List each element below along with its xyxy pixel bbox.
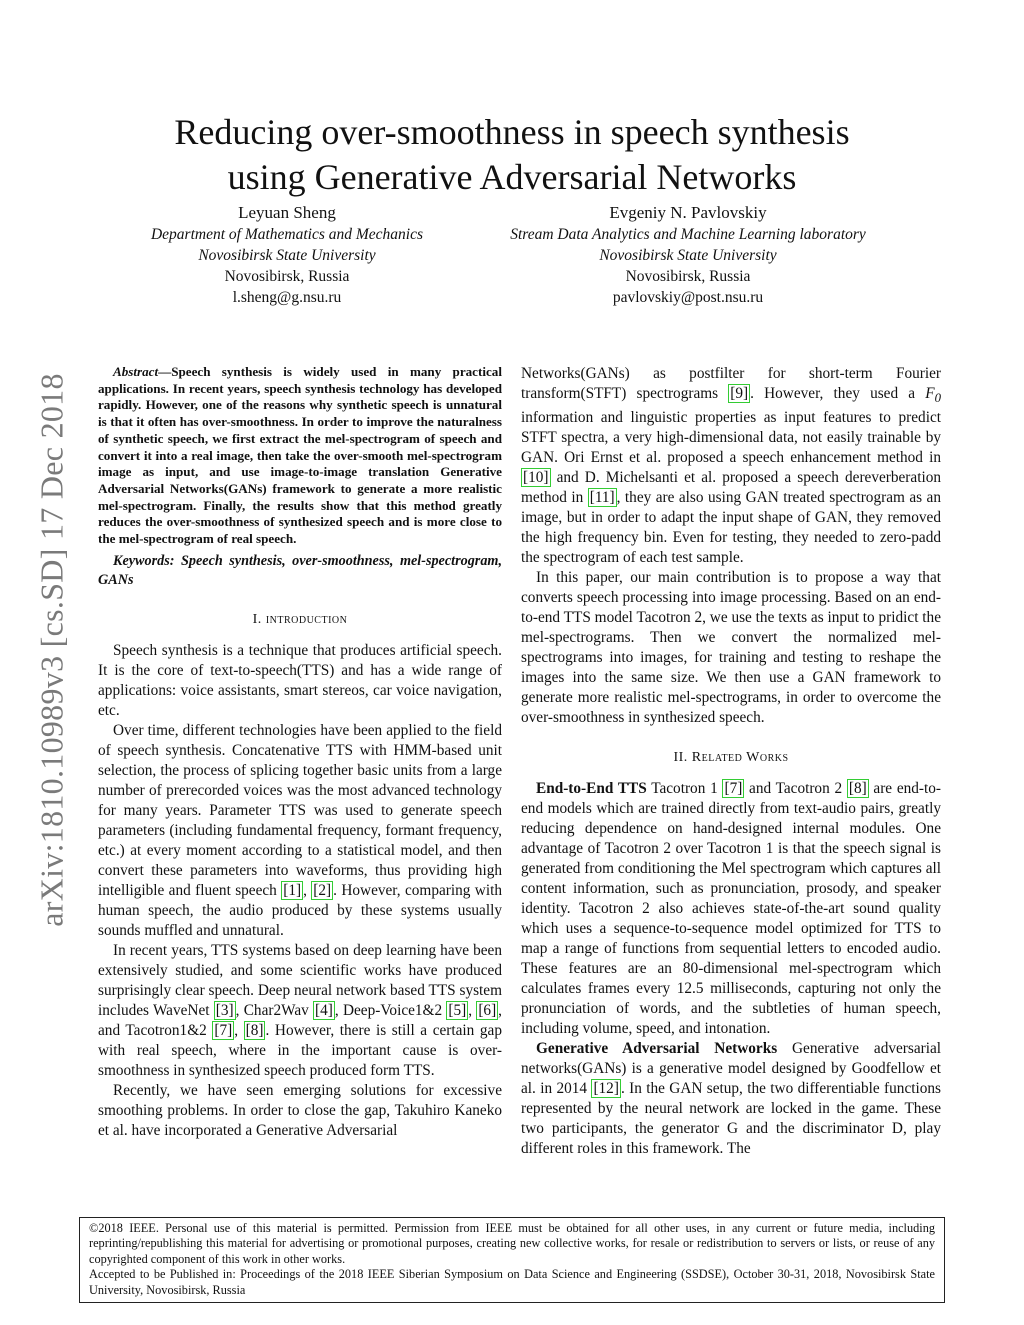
author-email[interactable]: l.sheng@g.nsu.ru <box>232 289 342 306</box>
author-email[interactable]: pavlovskiy@post.nsu.ru <box>612 289 764 306</box>
paragraph <box>521 779 941 1039</box>
author-name: Evgeniy N. Pavlovskiy <box>609 203 767 222</box>
section-title: Related Works <box>691 750 789 766</box>
text-run: Networks(GANs) as postfilter for short-term Fourier transform(STFT) spectrograms <box>521 365 941 402</box>
text-run: Over time, different technologies have been applied to the field of speech synthesis. Concatenative TTS with HMM-based unit selection, the process of splicing together basic units from a large number of prerecorded voices was the most advanced technology for many years. Parameter TTS was used to generate speech parameters (including fundamental frequency, formant frequency, etc.) at every moment according to a statistical model, and then convert these parameters into waveforms, thus providing high intelligible and fluent speech <box>98 721 502 899</box>
abstract <box>98 364 502 548</box>
section-heading-introduction <box>98 610 502 630</box>
citation-link[interactable]: [4] <box>315 1001 333 1019</box>
text-run: and Tacotron 2 <box>744 780 847 798</box>
author-block-1 <box>118 202 456 308</box>
paragraph: Speech synthesis is a technique that produces artificial speech. It is the core of text-to-speech(TTS) and has a wide range of applications: voice assistants, smart stereos, car voice navigation, etc. <box>98 641 502 719</box>
author-city: Novosibirsk, Russia <box>224 268 350 285</box>
abstract-text: —Speech synthesis is widely used in many practical applications. In recent years, speech synthesis technology has developed rapidly. However, one of the reasons why synthetic speech is unnatural is that it often has over-smoothness. In order to improve the naturalness of synthetic speech, we first extract the mel-spectrogram of speech and convert it into a real image, then take the over-smooth mel-spectrogram image as input, and use image-to-image translation Generative Adversarial Networks(GANs) framework to generate a more realistic mel-spectrogram. Finally, the results show that this method greatly reduces the over-smoothness of synthesized speech and is more close to the mel-spectrogram of real speech. <box>98 364 502 547</box>
paragraph: In this paper, our main contribution is to propose a way that converts speech processing into image processing. Based on an end-to-end TTS model Tacotron 2, we use the texts as input to pridict the mel-spectrograms. Then we convert the normalized mel-spectrograms into images, for training and testing to reshape the images into the same size. We then use a GAN framework to generate more realistic mel-spectrograms, in order to overcome the over-smoothness in synthesized speech. <box>521 569 941 727</box>
title-line-1: Reducing over-smoothness in speech synthesis <box>174 112 850 153</box>
citation-link[interactable]: [9] <box>730 385 749 402</box>
paragraph: In recent years, TTS systems based on deep learning have been extensively studied, and some scientific works have produced surprisingly clear speech. Deep neural network based TTS system includes WaveNet [3] , Char2Wav [4] , Deep-Voice1&2 [5] , [6] , and Tacotron1&2 [7] , [8] . However, there is still a certain gap with real speech, where in the important cause is over-smoothness in synthesized speech produced form TTS. <box>98 941 502 1079</box>
author-department: Department of Mathematics and Mechanics <box>150 226 424 243</box>
copyright-notice <box>79 1217 945 1303</box>
text-run: . However, comparing with human speech, the audio produced by these systems usually sounds muffled and unnatural. <box>98 881 502 939</box>
text-run: , they are also using GAN treated spectrogram as an image, but in order to adapt the input shape of GAN, they removed the high frequency bin. Even for testing, they needed to zero-padd the spectrogram of each test sample. <box>521 489 941 567</box>
citation-link[interactable]: [3] <box>215 1001 234 1019</box>
citation-link[interactable]: [10] <box>523 469 549 487</box>
copyright-text: ©2018 IEEE. Personal use of this material is permitted. Permission from IEEE must be obtained for all other uses, in any current or future media, including reprinting/republishing this material for advertising or promotional purposes, creating new collective works, for resale or redistribution to servers or lists, or reuse of any copyrighted component of this work in other works. <box>89 1221 935 1266</box>
text-run: , Deep-Voice1&2 <box>334 1001 447 1019</box>
text-run: information and linguistic properties as input features to predict STFT spectra, a very high-dimensional data, not easily trainable by GAN. Ori Ernst et al. proposed a speech enhancement method in <box>521 409 941 467</box>
section-numeral: II. <box>673 750 688 766</box>
citation-link[interactable]: [12] <box>593 1080 619 1098</box>
math-subscript: 0 <box>934 391 941 406</box>
abstract-label: Abstract <box>113 364 159 379</box>
author-department: Stream Data Analytics and Machine Learning laboratory <box>510 226 866 243</box>
left-column <box>98 364 502 1141</box>
paper-title <box>90 110 934 200</box>
text-run: . However, they used a <box>750 385 926 402</box>
title-line-2: using Generative Adversarial Networks <box>227 157 797 198</box>
arxiv-identifier: arXiv:1810.10989v3 [cs.SD] 17 Dec 2018 <box>33 373 70 927</box>
text-run: . However, there is still a certain gap with real speech, where in the important cause is over-smoothness in synthesized speech produced form TTS. <box>98 1021 502 1079</box>
publication-note: Accepted to be Published in: Proceedings of the 2018 IEEE Siberian Symposium on Data Science and Engineering (SSDSE), October 30-31, 2018, Novosibirsk State University, Novosibirsk, Russia <box>89 1267 935 1297</box>
paragraph <box>521 1039 941 1159</box>
citation-link[interactable]: [8] <box>848 780 867 798</box>
section-numeral: I. <box>252 611 262 627</box>
citation-link[interactable]: [1] <box>283 881 302 899</box>
paragraph: Recently, we have seen emerging solutions for excessive smoothing problems. In order to close the gap, Takuhiro Kaneko et al. have incorporated a Generative Adversarial <box>98 1081 502 1139</box>
section-heading-related-works <box>521 748 941 768</box>
author-city: Novosibirsk, Russia <box>625 268 751 285</box>
citation-link[interactable]: [2] <box>313 881 332 899</box>
author-block-2 <box>478 202 898 308</box>
text-run: . In the GAN setup, the two differentiable functions represented by the neural network are locked in the game. These two participants, the generator G and the discriminator D, play different roles in this framework. The <box>521 1080 941 1158</box>
keywords: Keywords: Speech synthesis, over-smoothness, mel-spectrogram, GANs <box>98 552 502 588</box>
paragraph: Over time, different technologies have been applied to the field of speech synthesis. Concatenative TTS with HMM-based unit selection, the process of splicing together basic units from a large number of prerecorded voices was the most advanced technology for many years. Parameter TTS was used to generate speech parameters (including fundamental frequency, formant frequency, etc.) at every moment according to a statistical model, and then convert these parameters into waveforms, thus providing high intelligible and fluent speech [1] , [2] . However, comparing with human speech, the audio produced by these systems usually sounds muffled and unnatural. <box>98 721 502 939</box>
paragraph <box>521 364 941 568</box>
citation-link[interactable]: [7] <box>214 1021 233 1039</box>
citation-link[interactable]: [7] <box>724 780 743 798</box>
text-run: , and Tacotron1&2 <box>98 1001 502 1039</box>
text-run: Generative adversarial networks(GANs) is a generative model designed by Goodfellow et al. in 2014 <box>521 1040 941 1098</box>
author-university: Novosibirsk State University <box>599 247 777 264</box>
math-symbol: F <box>925 385 935 402</box>
citation-link[interactable]: [6] <box>478 1001 497 1019</box>
citation-link[interactable]: [11] <box>589 489 615 507</box>
text-run: and D. Michelsanti et al. proposed a speech dereverberation method in <box>521 469 941 507</box>
text-run: Tacotron 1 <box>646 780 723 798</box>
author-university: Novosibirsk State University <box>198 247 376 264</box>
author-name: Leyuan Sheng <box>238 203 336 222</box>
right-column <box>521 364 941 1159</box>
run-in-heading: End-to-End TTS <box>536 780 647 798</box>
run-in-heading: Generative Adversarial Networks <box>536 1040 778 1058</box>
citation-link[interactable]: [8] <box>245 1021 264 1039</box>
text-run: In recent years, TTS systems based on deep learning have been extensively studied, and some scientific works have produced surprisingly clear speech. Deep neural network based TTS system includes WaveNet <box>98 941 502 1019</box>
citation-link[interactable]: [5] <box>448 1001 467 1019</box>
text-run: , Char2Wav <box>235 1001 314 1019</box>
text-run: are end-to-end models which are trained directly from text-audio pairs, greatly reducing dependence on hand-designed internal modules. One advantage of Tacotron 2 over Tacotron 1 is that the speech signal is generated from conditioning the Mel spectrogram which captures all content information, such as pronunciation, prosody, and speaker identity. Tacotron 2 also achieves state-of-the-art sound quality which uses a sequence-to-sequence model optimized for TTS to map a range of functions from sequential letters to encoded audio. These features are an 80-dimensional mel-spectrogram which calculates frames every 12.5 milliseconds, capturing not only the pronunciation of words, and the subtleties of human speech, including volume, speed, and intonation. <box>521 780 941 1038</box>
math-f0 <box>925 385 941 406</box>
section-title: introduction <box>265 611 348 627</box>
